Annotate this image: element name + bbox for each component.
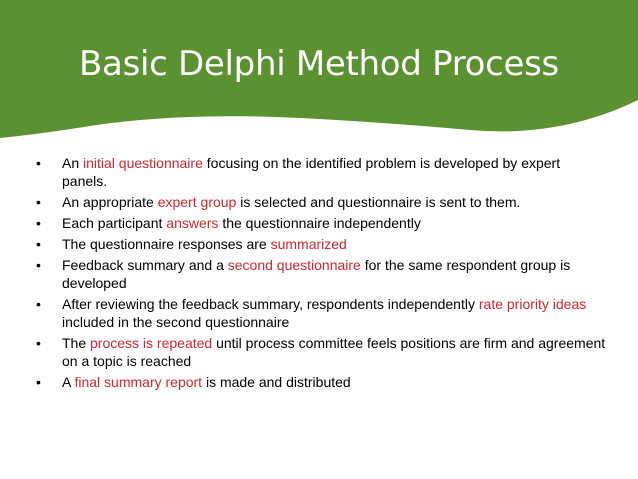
bullet-text: is made and distributed	[202, 374, 351, 390]
bullet-text: focusing on the identified problem is developed by expert panels.	[62, 155, 561, 189]
highlighted-term: rate priority ideas	[478, 296, 587, 312]
bullet-item	[36, 154, 606, 190]
bullet-point-icon: •	[36, 296, 41, 312]
highlighted-term: expert group	[157, 194, 237, 210]
bullet-point-icon: •	[36, 236, 41, 252]
bullet-item	[36, 235, 606, 253]
slide-title: Basic Delphi Method Process	[79, 44, 559, 84]
bullet-text: Each participant	[62, 215, 167, 231]
bullet-text: the questionnaire independently	[218, 215, 421, 231]
bullet-text: An appropriate	[62, 194, 158, 210]
bullet-text: for the same respondent group is developed	[62, 257, 571, 291]
highlighted-term: answers	[166, 215, 219, 231]
bullet-text: The	[62, 335, 91, 351]
highlighted-term: final summary report	[74, 374, 203, 390]
bullet-point-icon: •	[36, 194, 41, 210]
bullet-text: A	[62, 374, 75, 390]
bullet-point-icon: •	[36, 155, 41, 171]
highlighted-term: process is repeated	[90, 335, 213, 351]
bullet-item	[36, 295, 606, 331]
highlighted-term: initial questionnaire	[83, 155, 203, 171]
bullet-text: The questionnaire responses are	[62, 236, 271, 252]
bullet-point-icon: •	[36, 374, 41, 390]
highlighted-term: second questionnaire	[227, 257, 361, 273]
bullet-item	[36, 214, 606, 232]
bullet-item	[36, 373, 606, 391]
bullet-point-icon: •	[36, 335, 41, 351]
highlighted-term: summarized	[270, 236, 347, 252]
bullet-item	[36, 193, 606, 211]
slide-header	[0, 0, 638, 138]
bullet-point-icon: •	[36, 215, 41, 231]
bullet-point-icon: •	[36, 257, 41, 273]
bullet-text: Feedback summary and a	[62, 257, 228, 273]
bullet-text: included in the second questionnaire	[62, 314, 290, 330]
bullet-item	[36, 256, 606, 292]
bullet-text: is selected and questionnaire is sent to them.	[236, 194, 521, 210]
bullet-list	[36, 154, 606, 394]
bullet-text: After reviewing the feedback summary, respondents independently	[62, 296, 479, 312]
bullet-item	[36, 334, 606, 370]
bullet-text: until process committee feels positions are firm and agreement on a topic is reached	[62, 335, 606, 369]
bullet-text: An	[62, 155, 84, 171]
